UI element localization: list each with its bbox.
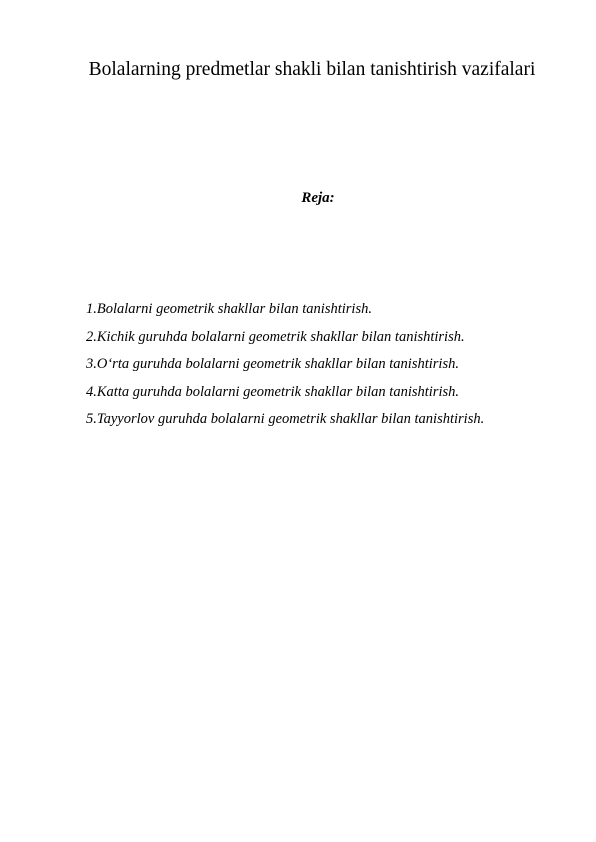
plan-item-5: 5.Tayyorlov guruhda bolalarni geometrik shakllar bilan tanishtirish. (86, 411, 485, 427)
plan-item-1: 1.Bolalarni geometrik shakllar bilan tanishtirish. (86, 301, 372, 317)
plan-item-2: 2.Kichik guruhda bolalarni geometrik shakllar bilan tanishtirish. (86, 328, 465, 345)
plan-item-4: 4.Katta guruhda bolalarni geometrik shakllar bilan tanishtirish. (86, 383, 459, 400)
document-title: Bolalarning predmetlar shakli bilan tanishtirish vazifalari (88, 59, 536, 80)
plan-list (86, 300, 484, 438)
plan-item-3: 3.O‘rta guruhda bolalarni geometrik shakllar bilan tanishtirish. (86, 356, 459, 372)
plan-heading: Reja: (301, 190, 335, 206)
